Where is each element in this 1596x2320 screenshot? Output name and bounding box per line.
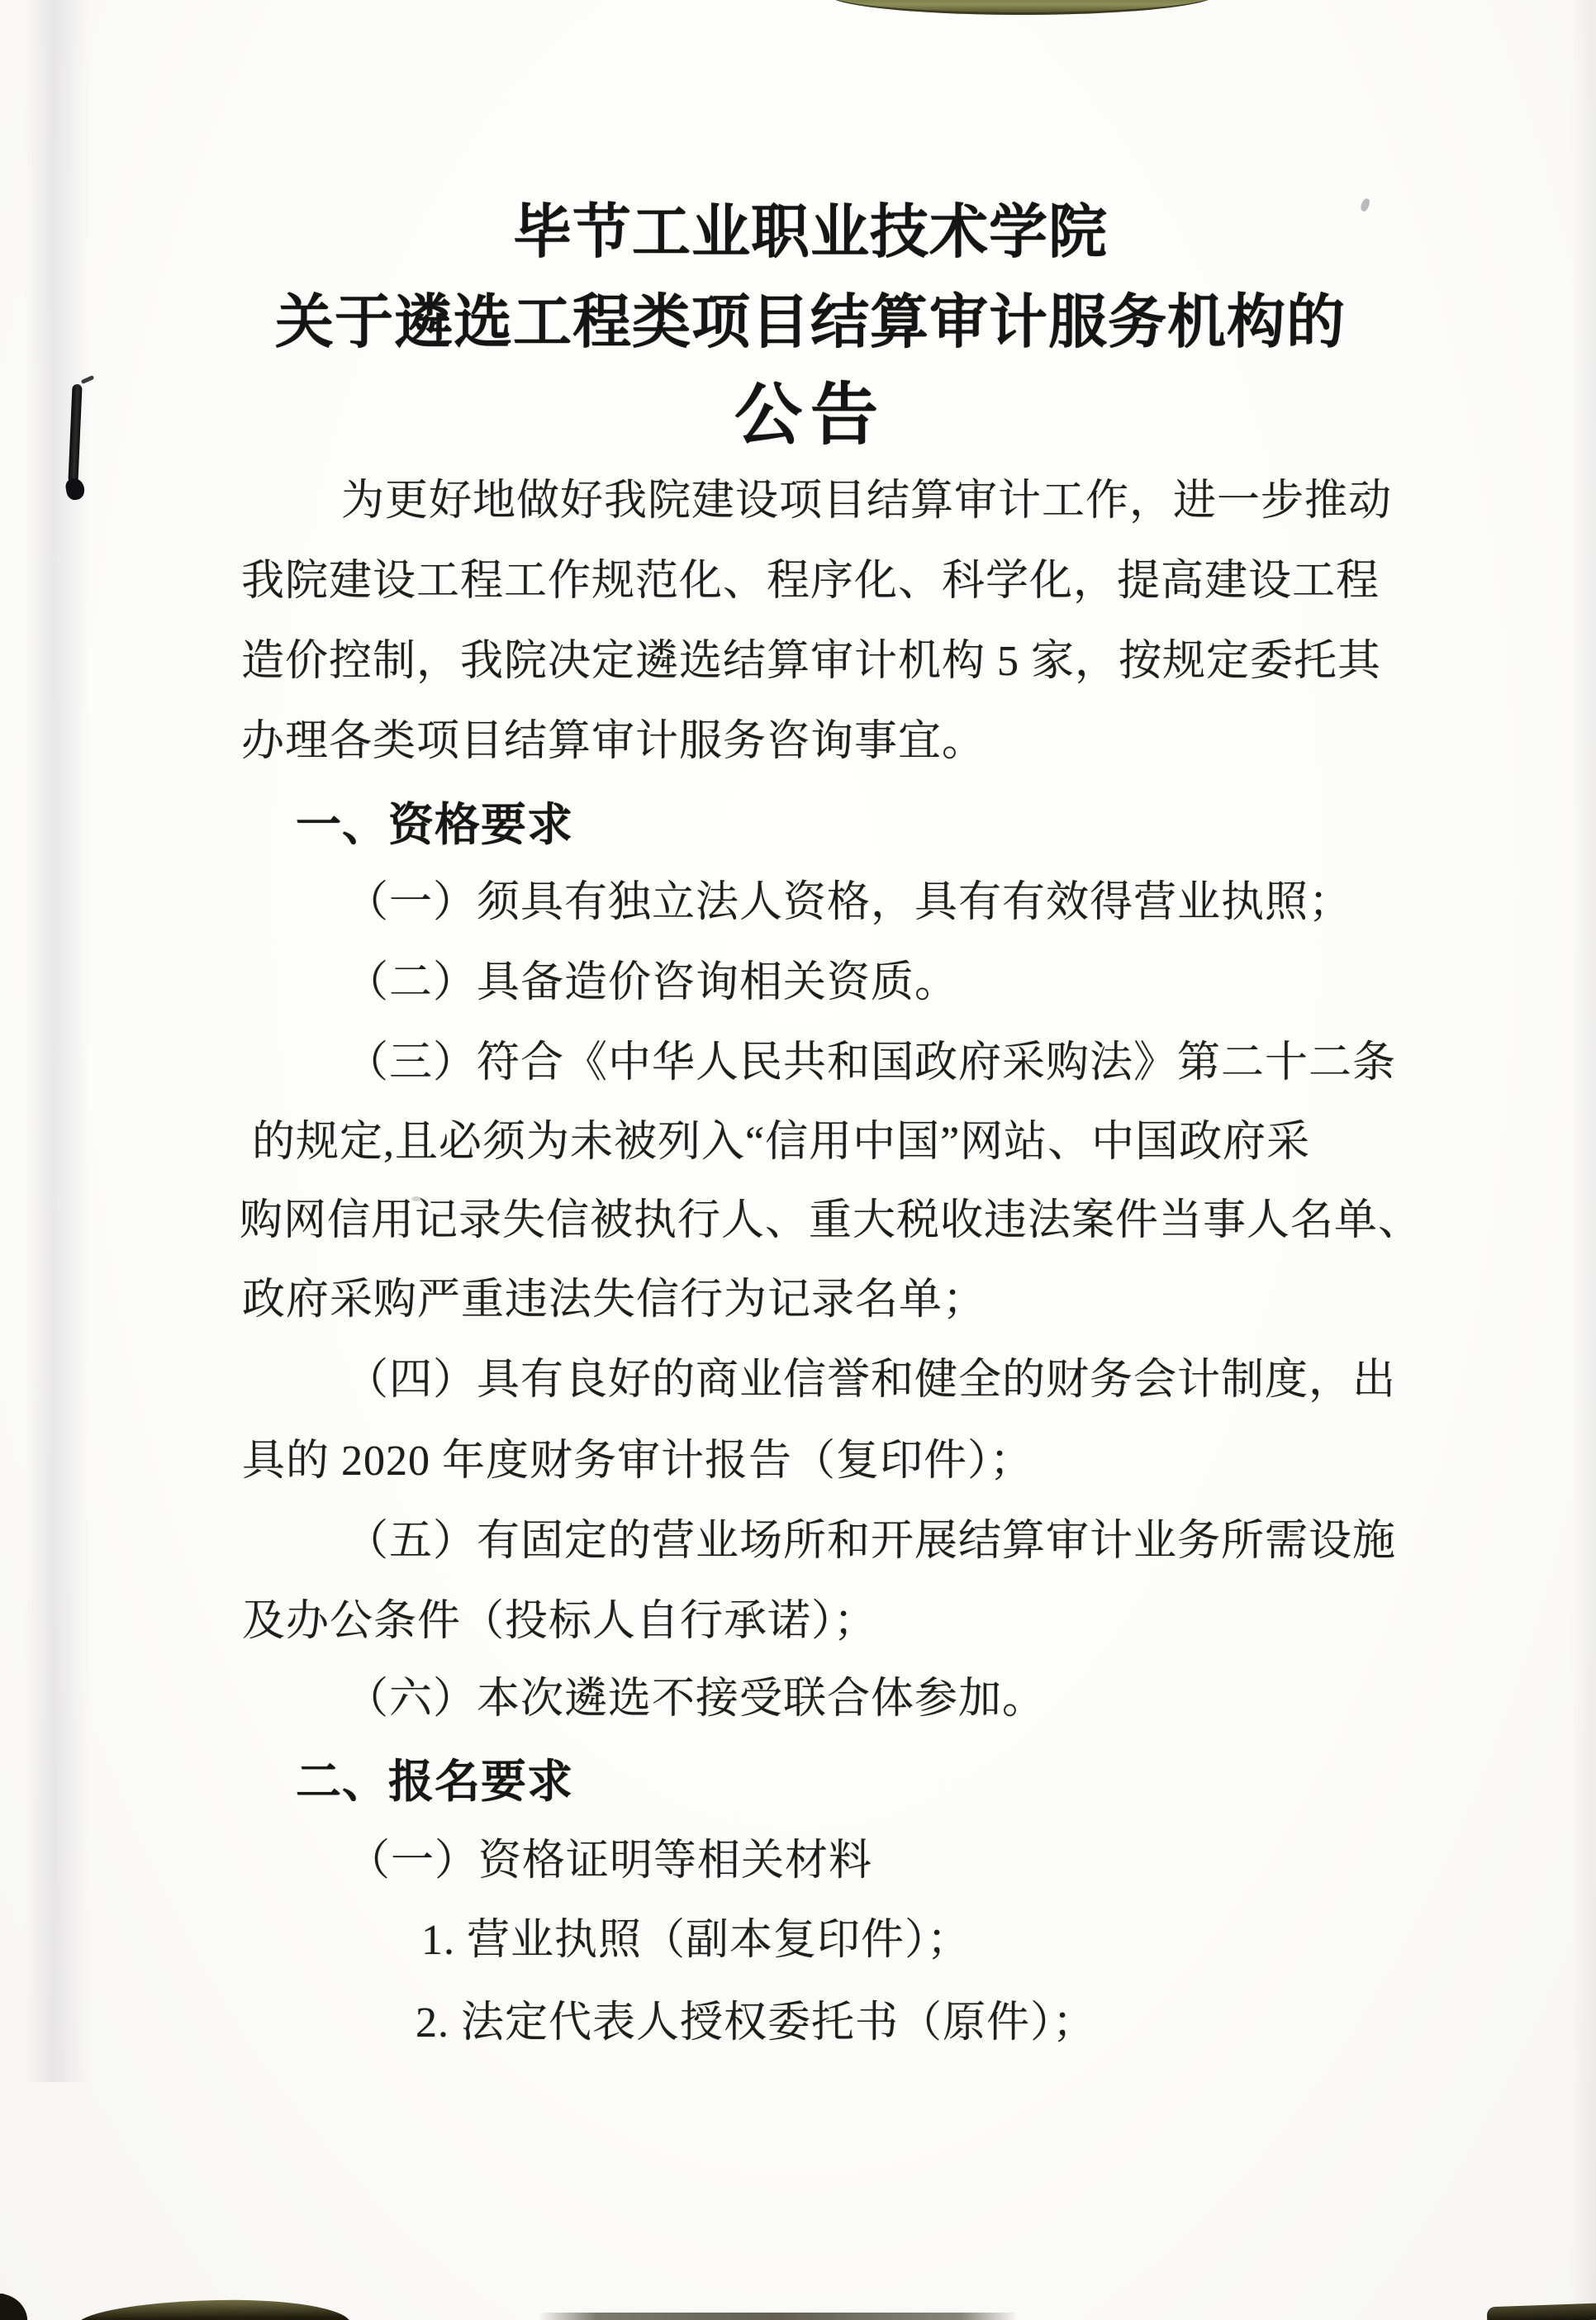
section-1-heading: 一、资格要求 [296,799,574,850]
title-line-3: 公告 [734,378,886,453]
section-1-item-3-line-2: 的规定,且必须为未被列入“信用中国”网站、中国政府采 [252,1119,1311,1166]
intro-line-3: 造价控制，我院决定遴选结算审计机构 5 家，按规定委托其 [241,638,1382,685]
section-1-item-1: （一）须具有独立法人资格，具有有效得营业执照； [345,879,1353,926]
section-2-heading: 二、报名要求 [296,1756,574,1807]
section-1-item-6: （六）本次遴选不接受联合体参加。 [345,1676,1047,1723]
scan-shadow-bottom-right [1487,2303,1596,2320]
intro-line-4: 办理各类项目结算审计服务咨询事宜。 [241,718,986,765]
section-1-item-4-line-2: 具的 2020 年度财务审计报告（复印件）； [242,1438,1034,1485]
intro-line-2: 我院建设工程工作规范化、程序化、科学化，提高建设工程 [241,558,1380,605]
section-1-item-5-line-1: （五）有固定的营业场所和开展结算审计业务所需设施 [345,1518,1397,1565]
section-2-subitem-2: 2. 法定代表人授权委托书（原件）； [416,1999,1097,2047]
section-1-item-5-line-2: 及办公条件（投标人自行承诺）； [242,1598,878,1645]
section-1-item-3-line-4: 政府采购严重违法失信行为记录名单； [242,1276,987,1324]
title-line-1: 毕节工业职业技术学院 [512,200,1108,265]
section-1-item-4-line-1: （四）具有良好的商业信誉和健全的财务会计制度，出 [345,1357,1397,1404]
section-1-item-2: （二）具备造价咨询相关资质。 [345,959,959,1006]
scan-shadow-bottom-left [76,2299,350,2320]
scan-shadow-top-edge [828,0,1216,15]
intro-line-1: 为更好地做好我院建设项目结算审计工作，进一步推动 [341,478,1393,525]
section-1-item-3-line-1: （三）符合《中华人民共和国政府采购法》第二十二条 [345,1039,1397,1086]
scan-shadow-bottom-center [539,2313,1018,2320]
section-1-item-3-line-3: 购网信用记录失信被执行人、重大税收违法案件当事人名单、 [240,1197,1423,1244]
title-line-2: 关于遴选工程类项目结算审计服务机构的 [274,290,1346,355]
section-2-item-1: （一）资格证明等相关材料 [347,1837,873,1885]
staple-mark-foot [64,477,86,501]
section-2-subitem-1: 1. 营业执照（副本复印件）； [421,1917,971,1964]
scan-shadow-bottom-left-corner [0,2293,34,2320]
